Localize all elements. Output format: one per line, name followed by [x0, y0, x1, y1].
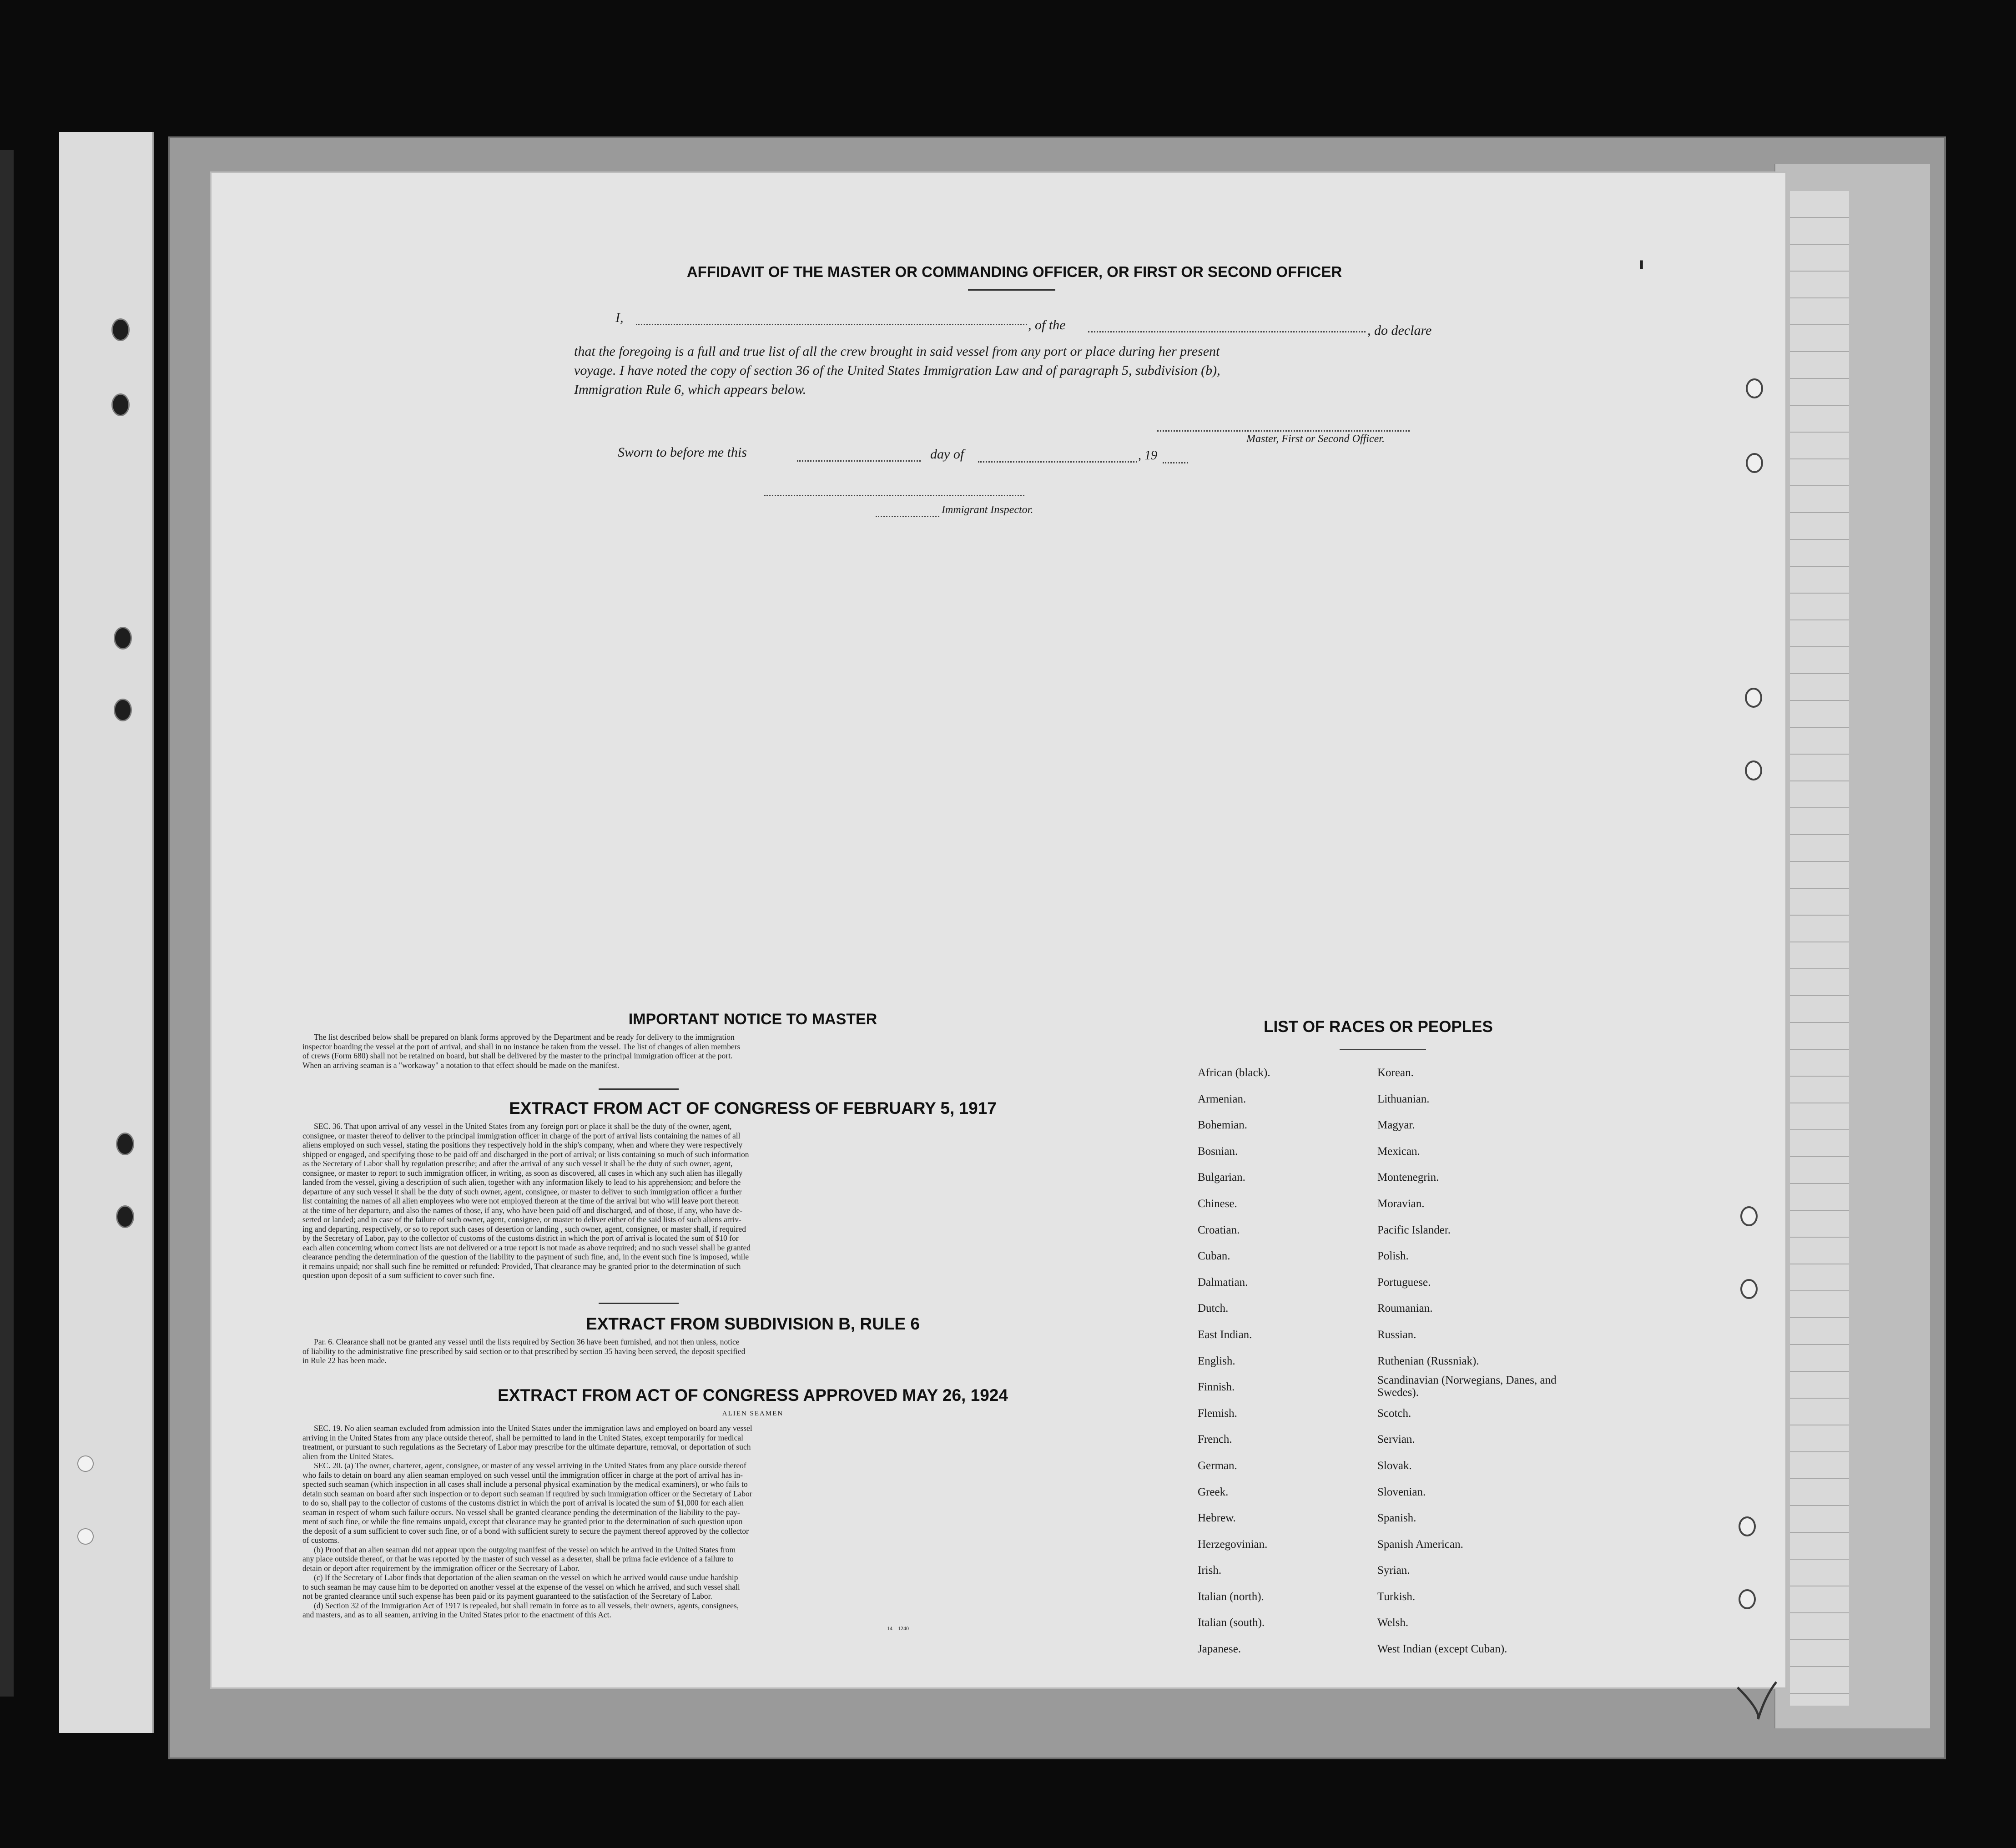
binder-hole-icon	[77, 1455, 94, 1472]
race-item: Polish.	[1377, 1250, 1409, 1263]
race-item: Syrian.	[1377, 1564, 1410, 1577]
extract-1924-line: arriving in the United States from any place outside thereof, shall be permitted to land in the United States, except temporarily for medical	[302, 1433, 744, 1442]
race-item: Flemish.	[1198, 1407, 1237, 1420]
race-item: Korean.	[1377, 1067, 1414, 1079]
extract-1917-line: departure of any such vessel it shall be the duty of such owner, agent, consignee, or master to deliver to such immigration officer a further	[302, 1187, 742, 1196]
extract-1917-line: landed from the vessel, giving a description of such alien, together with any information likely to lead to his apprehension; and before the	[302, 1178, 741, 1187]
i-label: I,	[615, 310, 624, 325]
race-item: Portuguese.	[1377, 1276, 1431, 1289]
extract-1917-line: consignee, or master thereof to deliver to the principal immigration officer in charge of the port of arrival lists containing the names of all	[302, 1131, 741, 1140]
binder-hole-icon	[1740, 1206, 1758, 1226]
extract-1917-line: clearance pending the determination of the question of the liability to the payment of such fine, and, in the event such fine is imposed, while	[302, 1252, 749, 1261]
extract-1924-line: who fails to detain on board any alien seaman employed on such vessel until the immigration officer in charge at the port of arrival has in-	[302, 1470, 743, 1480]
race-item: Lithuanian.	[1377, 1093, 1430, 1105]
race-item: Servian.	[1377, 1433, 1415, 1446]
extract-1924-line: any place outside thereof, or that he was reported by the master of such vessel as a deserter, shall be prima facie evidence of a failure to	[302, 1554, 734, 1563]
race-item: Herzegovinian.	[1198, 1538, 1268, 1551]
binder-hole-icon	[116, 1133, 134, 1155]
affidavit-title: AFFIDAVIT OF THE MASTER OR COMMANDING OFFICER, OR FIRST OR SECOND OFFICER	[686, 263, 1342, 280]
extract-1917-line: shipped or engaged, and specifying those to be paid off and discharged in the port of arrival; or lists containing so much of such information	[302, 1149, 749, 1159]
year-label: , 19	[1138, 448, 1157, 463]
day-of-label: day of	[930, 447, 964, 462]
race-item: Greek.	[1198, 1485, 1229, 1498]
notice-line: When an arriving seaman is a "workaway" a notation to that effect should be made on the manifest.	[302, 1060, 620, 1070]
binder-hole-icon	[1740, 1279, 1758, 1299]
race-item: Japanese.	[1198, 1643, 1241, 1656]
extract-1917-body	[302, 1122, 955, 1280]
extract-1917-line: each alien concerning whom correct lists are not delivered or a true report is not made as above required; and no such vessel shall be granted	[302, 1243, 751, 1252]
extract-1924-line: seaman in respect of whom such failure occurs. No vessel shall be granted clearance pending the determination of the liability to the pay-	[302, 1507, 740, 1517]
extract-1917-line: list containing the names of all alien employees who were not employed thereon at the time of the arrival but who will leave port thereon	[302, 1196, 739, 1205]
master-signature-label: Master, First or Second Officer.	[1246, 433, 1385, 445]
left-page-edge	[59, 132, 154, 1733]
binder-hole-icon	[1746, 453, 1763, 473]
race-item: Irish.	[1198, 1564, 1222, 1577]
race-item: German.	[1198, 1459, 1237, 1472]
race-item: Scandinavian (Norwegians, Danes, and Swedes).	[1377, 1374, 1557, 1399]
binder-hole-icon	[1746, 378, 1763, 398]
form-number: 14—1240	[887, 1625, 909, 1631]
race-item: Scotch.	[1377, 1407, 1411, 1420]
extract-1917-line: consignee, or master to report to such immigration officer, in writing, as soon as discovered, all cases in which any such alien has illegally	[302, 1168, 743, 1178]
binder-hole-icon	[116, 1205, 134, 1228]
race-item: Spanish American.	[1377, 1538, 1463, 1551]
film-edge	[0, 150, 14, 1697]
race-item: Roumanian.	[1377, 1302, 1433, 1315]
inspector-label: Immigrant Inspector.	[942, 504, 1033, 516]
extract-1924-line: SEC. 19. No alien seaman excluded from admission into the United States under the immigration laws and employed on board any vessel	[314, 1424, 752, 1433]
races-right-column	[1377, 1060, 1559, 1662]
extract-1917-rule	[599, 1303, 679, 1304]
binder-hole-icon	[77, 1528, 94, 1545]
extract-rule6-body	[302, 1337, 955, 1365]
notice-line: The list described below shall be prepared on blank forms approved by the Department and be ready for delivery to the immigration	[314, 1032, 735, 1042]
notice-title: IMPORTANT NOTICE TO MASTER	[628, 1011, 877, 1028]
ink-mark: ı	[1639, 255, 1644, 273]
binder-hole-icon	[111, 318, 130, 341]
notice-body	[302, 1032, 955, 1070]
race-item: Cuban.	[1198, 1250, 1230, 1263]
race-item: Bosnian.	[1198, 1145, 1238, 1158]
name-field[interactable]	[636, 324, 1027, 325]
race-item: Mexican.	[1377, 1145, 1420, 1158]
race-item: Chinese.	[1198, 1197, 1237, 1210]
extract-1917-line: by the Secretary of Labor, pay to the collector of customs of the customs district in which the port of arrival is located the sum of $10 for	[302, 1234, 739, 1243]
race-item: African (black).	[1198, 1067, 1270, 1079]
ruled-sheet-edge	[1790, 191, 1849, 1706]
notice-rule	[599, 1088, 679, 1090]
binder-hole-icon	[114, 627, 132, 650]
race-item: Spanish.	[1377, 1512, 1416, 1525]
extract-1924-line: the deposit of a sum sufficient to cover such fine, or of a bond with sufficient surety to secure the payment thereof approved by the collector	[302, 1526, 749, 1536]
extract-1924-line: to do so, shall pay to the collector of customs of the customs district in which the port of arrival is located the sum of $1,000 for each alien	[302, 1498, 744, 1507]
extract-1924-line: ment of such fine, or while the fine remains unpaid, except that clearance may be granted prior to the determination of such question upon	[302, 1517, 743, 1526]
binder-hole-icon	[1739, 1516, 1756, 1536]
race-item: English.	[1198, 1355, 1235, 1367]
extract-1917-line: question upon deposit of a sum sufficient to cover such fine.	[302, 1271, 495, 1280]
extract-rule6-line: Par. 6. Clearance shall not be granted any vessel until the lists required by Section 36 have been furnished, and not then unless, notice	[314, 1337, 740, 1346]
extract-1917-line: aliens employed on such vessel, stating the positions they respectively hold in the ship's company, when and where they were respectively	[302, 1140, 743, 1149]
inspector-prefix-field[interactable]	[876, 516, 939, 517]
extract-1917-line: as the Secretary of Labor shall by regulation prescribe; and after the arrival of any such vessel it shall be the duty of such owner, agent,	[302, 1159, 733, 1168]
extract-1924-title: EXTRACT FROM ACT OF CONGRESS APPROVED MAY 26, 1924	[498, 1386, 1008, 1405]
extract-1924-line: (c) If the Secretary of Labor finds that deportation of the alien seaman on the vessel on which he arrived would cause undue hardship	[314, 1573, 738, 1582]
race-item: French.	[1198, 1433, 1232, 1446]
title-rule	[968, 289, 1055, 291]
race-item: Croatian.	[1198, 1224, 1240, 1236]
binder-hole-icon	[1745, 688, 1762, 708]
affidavit-line-2: that the foregoing is a full and true list of all the crew brought in said vessel from any port or place during her present	[574, 344, 1220, 359]
extract-1924-line: (d) Section 32 of the Immigration Act of 1917 is repealed, but shall remain in force as to all vessels, their owners, agents, consignees,	[314, 1601, 739, 1610]
binder-hole-icon	[114, 699, 132, 721]
extract-rule6-line: in Rule 22 has been made.	[302, 1356, 387, 1365]
affidavit-line-4: Immigration Rule 6, which appears below.	[574, 382, 806, 397]
race-item: Ruthenian (Russniak).	[1377, 1355, 1479, 1367]
race-item: Welsh.	[1377, 1616, 1409, 1629]
race-item: Bulgarian.	[1198, 1171, 1245, 1184]
race-item: Slovenian.	[1377, 1485, 1426, 1498]
extract-1917-line: SEC. 36. That upon arrival of any vessel in the United States from any foreign port or place it shall be the duty of the owner, agent,	[314, 1122, 732, 1131]
race-item: Moravian.	[1377, 1197, 1425, 1210]
sworn-label: Sworn to before me this	[618, 445, 747, 460]
master-signature-field[interactable]	[1157, 430, 1410, 432]
extract-1924-line: and masters, and as to all seamen, arriving in the United States prior to the enactment of this Act.	[302, 1610, 611, 1619]
race-item: Hebrew.	[1198, 1512, 1236, 1525]
vessel-field[interactable]	[1088, 331, 1366, 332]
extract-1924-line: detain such seaman on board after such inspection or to deport such seaman if required by such immigration officer or the Secretary of Labor	[302, 1489, 752, 1498]
do-declare-label: , do declare	[1367, 323, 1432, 338]
race-item: Bohemian.	[1198, 1119, 1248, 1132]
extract-1924-line: to such seaman he may cause him to be deported on another vessel at the expense of the vessel on which he arrived, and such vessel shall	[302, 1582, 740, 1591]
extract-1924-body	[302, 1424, 955, 1620]
race-item: Italian (north).	[1198, 1590, 1264, 1603]
race-item: Montenegrin.	[1377, 1171, 1439, 1184]
races-title: LIST OF RACES OR PEOPLES	[1264, 1018, 1493, 1036]
extract-1924-subtitle: ALIEN SEAMEN	[722, 1410, 784, 1417]
race-item: Pacific Islander.	[1377, 1224, 1451, 1236]
race-item: Dalmatian.	[1198, 1276, 1248, 1289]
extract-1924-line: SEC. 20. (a) The owner, charterer, agent, consignee, or master of any vessel arriving in the United States from any place outside thereof	[314, 1461, 746, 1470]
extract-1924-line: not be granted clearance until such expense has been paid or its payment guaranteed to the satisfaction of the Secretary of Labor.	[302, 1591, 712, 1601]
inspector-signature-field[interactable]	[764, 495, 1024, 496]
notice-line: of crews (Form 680) shall not be retained on board, but shall be delivered by the master to the principal immigration officer at the port.	[302, 1051, 733, 1060]
extract-1924-line: detain or deport after requirement by the immigration officer or the Secretary of Labor.	[302, 1563, 580, 1573]
handwritten-check-icon	[1733, 1678, 1783, 1724]
sworn-year-field[interactable]	[1163, 462, 1188, 463]
race-item: East Indian.	[1198, 1328, 1252, 1341]
race-item: Italian (south).	[1198, 1616, 1265, 1629]
race-item: Russian.	[1377, 1328, 1416, 1341]
extract-1917-line: it remains unpaid; nor shall such fine be remitted or refunded: Provided, That clearance may be granted prior to the determination of such	[302, 1261, 741, 1271]
extract-1924-line: spected such seaman (which inspection in all cases shall include a personal physical examination by the medical examiners), or who fails to	[302, 1480, 748, 1489]
race-item: West Indian (except Cuban).	[1377, 1643, 1507, 1656]
binder-hole-icon	[1745, 760, 1762, 780]
races-rule	[1340, 1049, 1426, 1050]
race-item: Turkish.	[1377, 1590, 1416, 1603]
races-left-column	[1198, 1060, 1270, 1662]
race-item: Dutch.	[1198, 1302, 1229, 1315]
notice-line: inspector boarding the vessel at the port of arrival, and shall in no instance be taken from the vessel. The list of changes of alien members	[302, 1042, 741, 1051]
race-item: Armenian.	[1198, 1093, 1246, 1105]
binder-hole-icon	[111, 393, 130, 416]
extract-1917-title: EXTRACT FROM ACT OF CONGRESS OF FEBRUARY 5, 1917	[509, 1099, 997, 1118]
race-item: Slovak.	[1377, 1459, 1412, 1472]
race-item: Magyar.	[1377, 1119, 1415, 1132]
race-item: Finnish.	[1198, 1381, 1235, 1394]
extract-1924-line: (b) Proof that an alien seaman did not appear upon the outgoing manifest of the vessel on which he arrived in the United States from	[314, 1545, 736, 1554]
extract-1917-line: serted or landed; and in case of the failure of such owner, agent, consignee, or master to deliver either of the said lists of such aliens arriv-	[302, 1215, 741, 1224]
of-the-label: , of the	[1028, 317, 1066, 332]
extract-1924-line: alien from the United States.	[302, 1451, 394, 1461]
extract-1917-line: ing and departing, respectively, or so to report such cases of desertion or landing , such owner, agent, consignee, or master shall, if required	[302, 1224, 746, 1234]
binder-hole-icon	[1739, 1589, 1756, 1609]
sworn-month-field[interactable]	[978, 461, 1137, 463]
extract-1917-line: at the time of her departure, and also the names of those, if any, who have been paid off and discharged, and of those, if any, who have de-	[302, 1205, 743, 1215]
extract-rule6-line: of liability to the administrative fine prescribed by said section or to that prescribed by section 35 having been served, the deposit specified	[302, 1346, 746, 1356]
extract-1924-line: of customs.	[302, 1536, 339, 1545]
sworn-day-field[interactable]	[797, 460, 921, 462]
extract-rule6-title: EXTRACT FROM SUBDIVISION B, RULE 6	[586, 1314, 920, 1333]
affidavit-line-3: voyage. I have noted the copy of section 36 of the United States Immigration Law and of paragraph 5, subdivision (b),	[574, 363, 1220, 378]
extract-1924-line: treatment, or pursuant to such regulations as the Secretary of Labor may prescribe for the ultimate departure, removal, or deportation of such	[302, 1442, 751, 1451]
